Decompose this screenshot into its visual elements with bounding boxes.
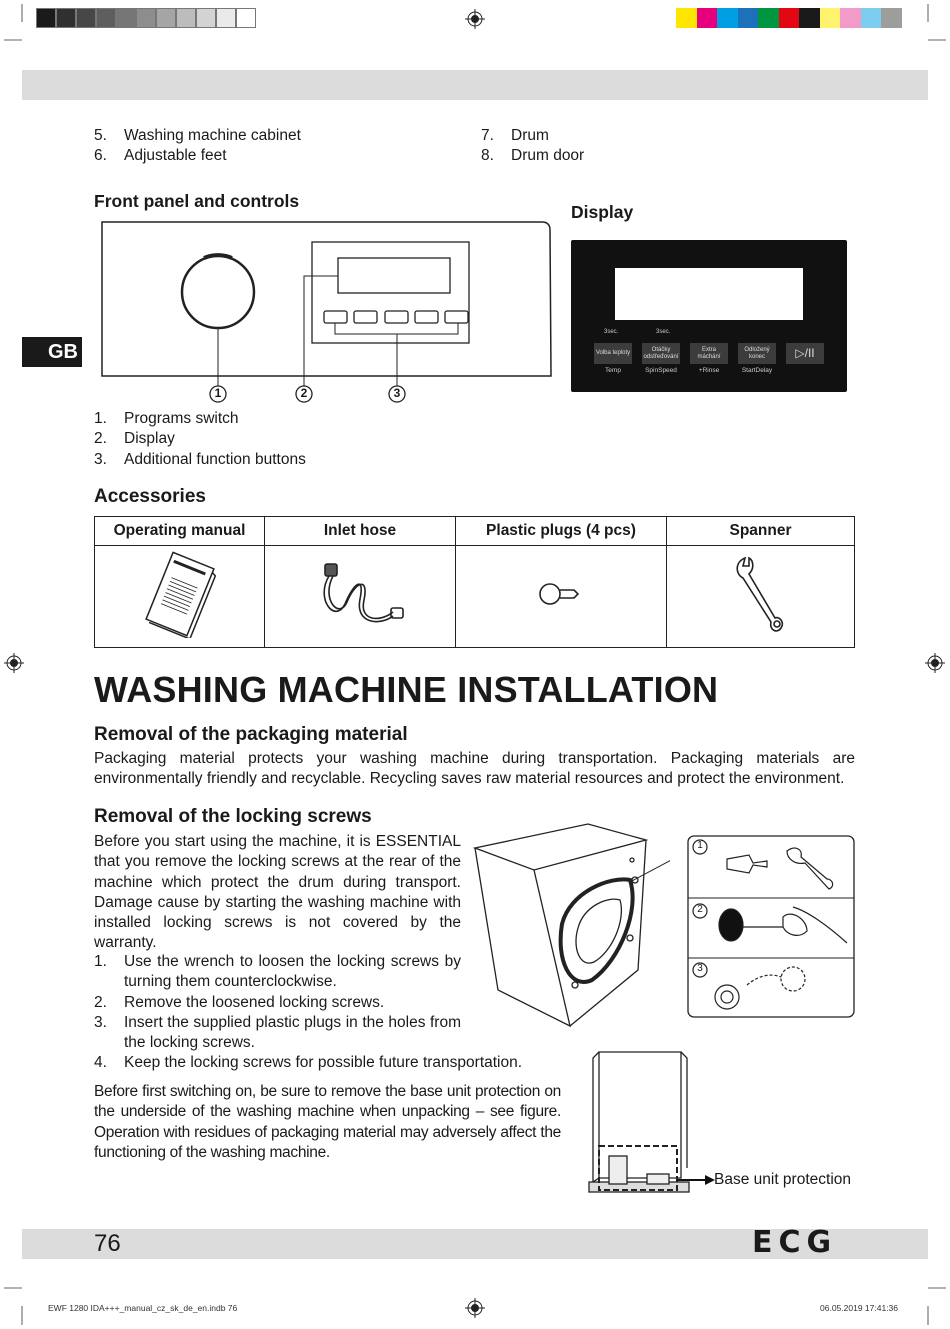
spin-speed-button[interactable]: Otáčky odstřeďování xyxy=(642,343,680,364)
callout-1: 1 xyxy=(214,386,222,400)
lock-3sec-label: 3sec. xyxy=(604,329,619,335)
rinse-label: +Rinse xyxy=(698,367,720,374)
accessory-header: Spanner xyxy=(667,517,855,546)
display-screen xyxy=(615,268,803,320)
accessory-header: Inlet hose xyxy=(265,517,456,546)
figure-step-1: 1 xyxy=(697,840,703,851)
footer-date: 06.05.2019 17:41:36 xyxy=(820,1303,898,1313)
start-pause-button[interactable]: ▷/II xyxy=(786,343,824,364)
display-window xyxy=(338,258,450,293)
page-number: 76 xyxy=(94,1230,121,1257)
base-unit-diagram xyxy=(585,1048,715,1198)
callout-3: 3 xyxy=(393,386,401,400)
accessory-cell xyxy=(667,546,855,648)
packaging-heading: Removal of the packaging material xyxy=(94,724,408,745)
mute-3sec-label: 3sec. xyxy=(656,329,671,335)
parts-list-right: 7. Drum 8. Drum door xyxy=(481,127,585,165)
front-panel-diagram xyxy=(96,216,556,410)
accessories-heading: Accessories xyxy=(94,486,206,507)
front-panel-legend: 1. Programs switch 2. Display 3. Additional function buttons xyxy=(94,410,306,468)
temp-button[interactable]: Volba teploty xyxy=(594,343,632,364)
temp-label: Temp xyxy=(605,367,621,374)
header-band xyxy=(22,70,928,100)
accessory-cell xyxy=(456,546,667,648)
start-delay-button[interactable]: Odložený konec xyxy=(738,343,776,364)
accessory-cell xyxy=(265,546,456,648)
start-delay-label: StartDelay xyxy=(741,367,773,374)
brand-logo: ECG xyxy=(752,1225,838,1260)
extra-rinse-button[interactable]: Extra máchání xyxy=(690,343,728,364)
figure-step-2: 2 xyxy=(697,904,703,915)
accessories-table xyxy=(94,516,855,648)
base-protection-label: Base unit protection xyxy=(714,1171,852,1188)
function-buttons xyxy=(324,311,468,323)
inlet-hose-icon xyxy=(305,554,415,634)
screws-intro: Before you start using the machine, it is ESSENTIAL that you remove the locking screws at the rear of the machine which protect the drum during transport. Damage cause by starting the washing machine with installed locking screws is not covered by the warranty. xyxy=(94,833,461,952)
spin-speed-label: SpinSpeed xyxy=(645,367,677,374)
machine-rear-diagram xyxy=(470,820,670,1040)
language-tab: GB xyxy=(22,337,82,367)
installation-title: WASHING MACHINE INSTALLATION xyxy=(94,669,719,710)
manual-icon xyxy=(140,550,220,638)
accessory-header: Plastic plugs (4 pcs) xyxy=(456,517,667,546)
display-heading: Display xyxy=(571,202,634,222)
callout-2: 2 xyxy=(300,386,308,400)
parts-list-left: 5. Washing machine cabinet 6. Adjustable feet xyxy=(94,127,301,165)
program-knob-icon xyxy=(182,256,254,328)
screws-steps: 1. Use the wrench to loosen the locking screws by turning them counterclockwise. 2. Remove the loosened locking screws. 3. Insert the supplied plastic plugs in the holes from the locking screws. 4. Keep the locking screws for possible future transportation. xyxy=(94,953,523,1072)
front-panel-heading: Front panel and controls xyxy=(94,191,300,211)
packaging-body: Packaging material protects your washing machine during transportation. Packaging materials are environmentally friendly and recyclable. Recycling saves raw material resources and protect the environment. xyxy=(94,750,855,788)
screws-heading: Removal of the locking screws xyxy=(94,806,372,827)
plastic-plug-icon xyxy=(536,579,586,609)
figure-step-3: 3 xyxy=(697,963,703,974)
accessory-cell xyxy=(95,546,265,648)
footer-file-name: EWF 1280 IDA+++_manual_cz_sk_de_en.indb 76 xyxy=(48,1303,238,1313)
accessory-header: Operating manual xyxy=(95,517,265,546)
base-protection-body: Before first switching on, be sure to remove the base unit protection on the underside of the washing machine when unpacking – see figure. Operation with residues of packaging material may adversely affect the functioning of the washing machine. xyxy=(94,1083,561,1161)
spanner-icon xyxy=(731,552,791,636)
locking-screw-steps-figure xyxy=(687,835,855,1018)
